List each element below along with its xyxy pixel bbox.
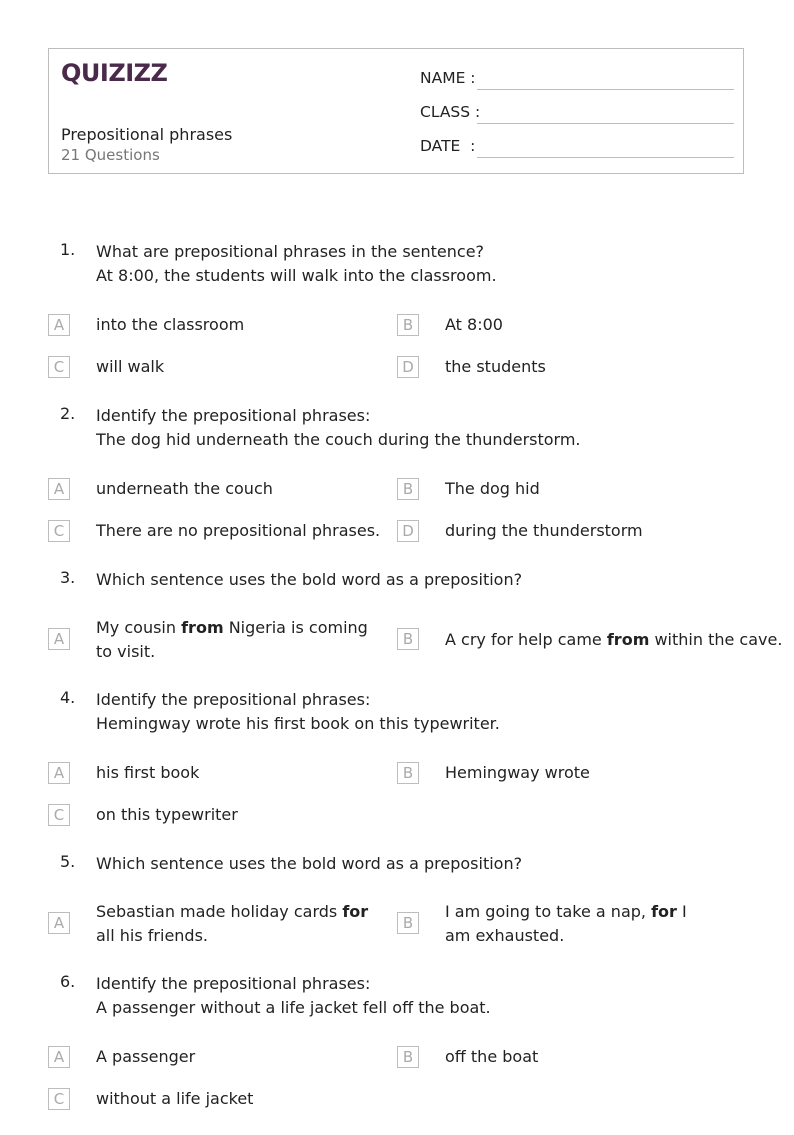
question-number: 2. (60, 404, 76, 423)
name-field[interactable] (420, 69, 734, 91)
option-letter: B (397, 478, 419, 500)
question-line: Identify the prepositional phrases: (96, 690, 371, 709)
option-text (96, 616, 386, 664)
option-d[interactable] (397, 519, 737, 567)
option-letter: B (397, 314, 419, 336)
option-bold-word: for (651, 902, 677, 921)
option-b[interactable] (397, 477, 737, 525)
option-text-post: within the cave. (649, 630, 783, 649)
option-text-post: Nigeria is coming to visit. (96, 618, 368, 661)
question-line: Identify the prepositional phrases: (96, 974, 371, 993)
question-line: Identify the prepositional phrases: (96, 406, 371, 425)
option-text: will walk (96, 357, 165, 376)
option-text (96, 900, 388, 948)
option-letter: B (397, 912, 419, 934)
question-sentence: The dog hid underneath the couch during the thunderstorm. (96, 430, 581, 449)
date-label: DATE : (420, 137, 476, 155)
option-text-post: all his friends. (96, 926, 209, 945)
option-a[interactable] (48, 616, 388, 664)
option-letter: C (48, 1088, 70, 1110)
option-b[interactable] (397, 761, 737, 809)
option-b[interactable] (397, 900, 737, 948)
option-letter: D (397, 520, 419, 542)
option-text: without a life jacket (96, 1089, 254, 1108)
name-label: NAME : (420, 69, 476, 87)
question-count: 21 Questions (61, 146, 160, 164)
option-text-pre: My cousin (96, 618, 182, 637)
option-bold-word: from (181, 618, 224, 637)
question-sentence: A passenger without a life jacket fell off the boat. (96, 998, 491, 1017)
option-text: into the classroom (96, 315, 245, 334)
option-text-pre: I am going to take a nap, (445, 902, 652, 921)
option-text: The dog hid (445, 479, 540, 498)
question-sentence: Hemingway wrote his first book on this typewriter. (96, 714, 500, 733)
question-text: Which sentence uses the bold word as a preposition? (96, 570, 523, 589)
question-number: 3. (60, 568, 76, 587)
option-text-pre: A cry for help came (445, 630, 607, 649)
option-text: during the thunderstorm (445, 521, 643, 540)
question-number: 5. (60, 852, 76, 871)
option-text: Hemingway wrote (445, 763, 590, 782)
option-text: At 8:00 (445, 315, 503, 334)
option-letter: A (48, 1046, 70, 1068)
option-c[interactable] (48, 519, 388, 567)
option-letter: C (48, 356, 70, 378)
option-text: on this typewriter (96, 805, 238, 824)
option-bold-word: for (342, 902, 369, 921)
option-b[interactable] (397, 1045, 737, 1093)
option-text (445, 900, 715, 948)
option-text: off the boat (445, 1047, 539, 1066)
option-letter: B (397, 628, 419, 650)
question-text (96, 972, 736, 1020)
option-a[interactable] (48, 900, 388, 948)
question-number: 6. (60, 972, 76, 991)
option-text: There are no prepositional phrases. (96, 521, 381, 540)
option-letter: C (48, 520, 70, 542)
date-line[interactable] (477, 157, 734, 158)
question-number: 1. (60, 240, 76, 259)
question-text (96, 688, 736, 736)
option-letter: A (48, 912, 70, 934)
question-line: What are prepositional phrases in the sentence? (96, 242, 485, 261)
option-a[interactable] (48, 477, 388, 525)
class-field[interactable] (420, 103, 734, 125)
option-c[interactable] (48, 1087, 388, 1135)
option-a[interactable] (48, 761, 388, 809)
option-d[interactable] (397, 355, 737, 403)
option-letter: A (48, 628, 70, 650)
option-letter: D (397, 356, 419, 378)
option-letter: A (48, 314, 70, 336)
date-field[interactable] (420, 137, 734, 159)
option-text: the students (445, 357, 546, 376)
option-text: underneath the couch (96, 479, 273, 498)
option-a[interactable] (48, 1045, 388, 1093)
option-b[interactable] (397, 616, 783, 664)
question-sentence: At 8:00, the students will walk into the classroom. (96, 266, 497, 285)
option-text-pre: Sebastian made holiday cards (96, 902, 343, 921)
option-text (445, 628, 783, 652)
option-c[interactable] (48, 803, 388, 851)
worksheet-title: Prepositional phrases (61, 125, 233, 144)
option-c[interactable] (48, 355, 388, 403)
option-letter: A (48, 478, 70, 500)
option-letter: A (48, 762, 70, 784)
option-letter: B (397, 762, 419, 784)
class-label: CLASS : (420, 103, 481, 121)
option-text-post: I am exhausted. (445, 902, 687, 945)
class-line[interactable] (477, 123, 734, 124)
option-text: his first book (96, 763, 200, 782)
worksheet-header (48, 48, 744, 174)
option-letter: B (397, 1046, 419, 1068)
option-letter: C (48, 804, 70, 826)
name-line[interactable] (477, 89, 734, 90)
option-bold-word: from (606, 630, 650, 649)
question-number: 4. (60, 688, 76, 707)
question-text (96, 240, 736, 288)
option-b[interactable] (397, 313, 737, 361)
question-text (96, 404, 736, 452)
option-a[interactable] (48, 313, 388, 361)
quizizz-logo: QUIZIZZ (61, 59, 168, 87)
question-text: Which sentence uses the bold word as a preposition? (96, 854, 523, 873)
option-text: A passenger (96, 1047, 196, 1066)
